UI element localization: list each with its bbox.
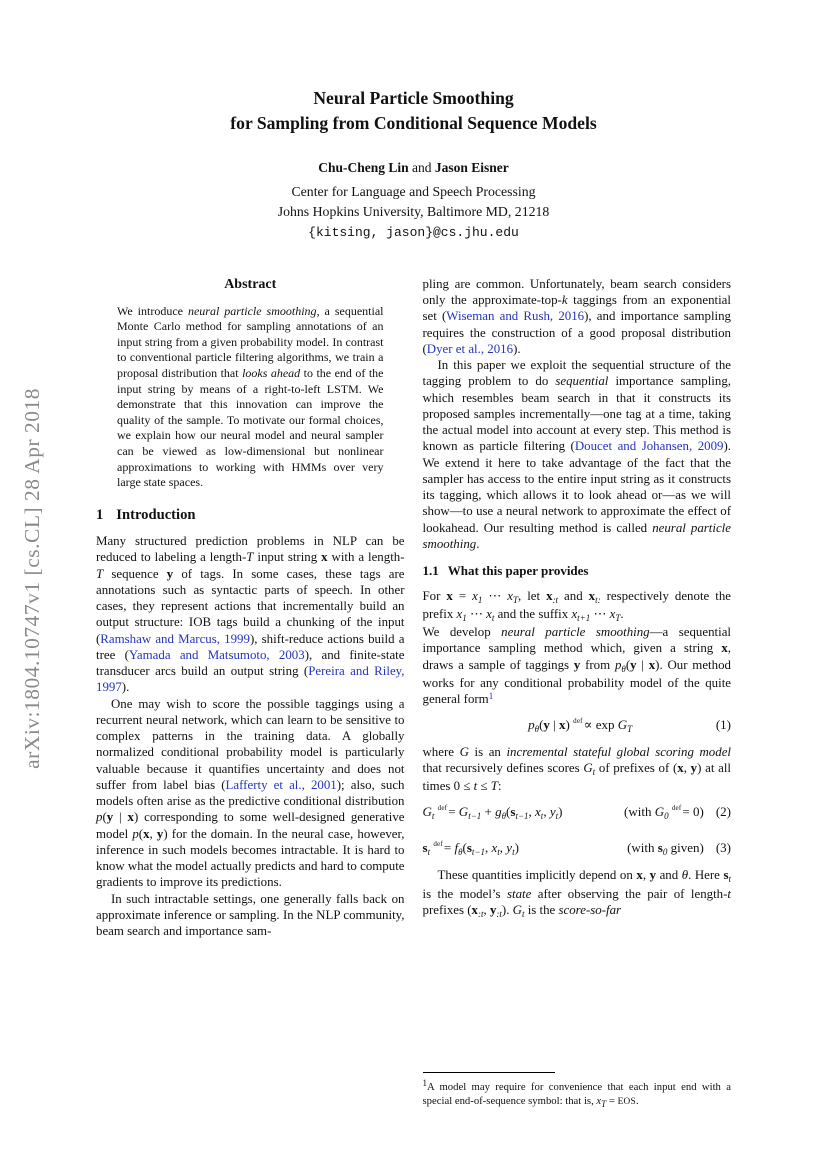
- email-line: {kitsing, jason}@cs.jhu.edu: [308, 224, 519, 240]
- right-paragraph-1: pling are common. Unfortunately, beam search considers only the approximate-top-k taggings from an exponential set (Wiseman and Rush, 2016), and importance sampling requires the construction of a good proposal distribution (Dyer et al., 2016).: [422, 276, 732, 356]
- paper-title-line2: for Sampling from Conditional Sequence Models: [230, 112, 597, 133]
- two-column-body: [96, 276, 731, 1111]
- right-paragraph-4: We develop neural particle smoothing—a sequential importance sampling method which, given a string x, draws a sample of taggings y from $p_\theta(y$ | x). Our method works for any conditional probability model of the quite general form$^1$: [422, 625, 731, 707]
- citation-link[interactable]: Dyer et al., 2016: [426, 341, 514, 356]
- arxiv-watermark: arXiv:1804.10747v1 [cs.CL] 28 Apr 2018: [20, 388, 44, 769]
- equation-2-number: (2): [715, 803, 731, 819]
- subsection-label: What this paper provides: [447, 563, 589, 579]
- equation-1: [423, 717, 732, 735]
- citation-link[interactable]: Pereira and Riley, 1997: [96, 664, 405, 695]
- citation-link[interactable]: Ramshaw and Marcus, 1999: [100, 631, 250, 646]
- affiliation-line2: Johns Hopkins University, Baltimore MD, 21218: [277, 203, 550, 219]
- section-number: 1: [96, 506, 104, 523]
- equation-3-body: $s_t$ $^{def}= f_\theta(s_{t-1}$, $x_t$, $y_t$): [422, 840, 519, 858]
- equation-3: [423, 840, 732, 858]
- abstract-heading: Abstract: [224, 276, 277, 292]
- abstract-body: We introduce neural particle smoothing, a sequential Monte Carlo method for sampling annotations of an input string from a given probability model. In contrast to conventional particle filtering algorithms, we train a proposal distribution that looks ahead to the end of the input string by means of a right-to-left LSTM. We demonstrate that this innovation can improve the quality of the sample. To motivate our formal choices, we explain how our neural model and neural sampler can be viewed as low-dimensional but nonlinear approximations to working with HMMs over very large state spaces.: [117, 303, 384, 490]
- citation-link[interactable]: Wiseman and Rush, 2016: [446, 309, 585, 324]
- equation-1-number: (1): [715, 716, 731, 732]
- equation-3-number: (3): [715, 840, 731, 856]
- intro-paragraph-2: One may wish to score the possible taggings using a recurrent neural network, which can learn to be sensitive to complex patterns in the training data. A globally normalized conditional probability model is particularly valuable because it quantifies uncertainty and does not suffer from label bias (Lafferty et al., 2001); also, such models often arise as the predictive conditional distribution p(y | x) corresponding to some well-designed generative model p(x, y) for the domain. In the neural case, however, inference in such models becomes intractable. It is hard to know what the model actually predicts and hard to compute gradients to improve its predictions.: [96, 696, 405, 890]
- intro-paragraph-3: In such intractable settings, one generally falls back on approximate inference or sampling. In the NLP community, beam search and importance sam-: [96, 891, 405, 939]
- citation-link[interactable]: Doucet and Johansen, 2009: [574, 439, 724, 454]
- equation-1-body: $p_\theta(y$ | x) $^{def}\propto \exp G_T$: [528, 716, 633, 734]
- citation-link[interactable]: Lafferty et al., 2001: [225, 777, 337, 792]
- footnote-text: $^1$A model may require for convenience that each input end with a special end-of-sequence symbol: that is, $x_T$ = EOS.: [422, 1078, 731, 1110]
- left-column: [96, 276, 405, 1111]
- title-block: [96, 86, 731, 240]
- right-paragraph-6: These quantities implicitly depend on x, y and θ. Here $s_t$ is the model’s state after observing the pair of length-t prefixes ($x_{:t}$, $y_{:t}$). $G_t$ is the score-so-far: [422, 868, 731, 919]
- footnote-block: [423, 1062, 732, 1111]
- abstract-section: [96, 276, 405, 491]
- equation-2: [423, 804, 732, 822]
- equation-2-body: $G_t$ $^{def}= G_{t-1} + g_\theta(s_{t-1}$, $x_t$, $y_t$): [422, 803, 563, 821]
- affiliation-line1: Center for Language and Speech Processing: [291, 183, 536, 199]
- paper-title-line1: Neural Particle Smoothing: [313, 88, 514, 108]
- subsection-heading-1-1: [423, 563, 732, 579]
- citation-link[interactable]: Yamada and Matsumoto, 2003: [128, 647, 305, 662]
- authors-line: Chu-Cheng Lin and Jason Eisner: [318, 159, 509, 175]
- intro-paragraph-1: Many structured prediction problems in NLP can be reduced to labeling a length-T input string x with a length-T sequence y of tags. In some cases, these tags are annotations such as syntactic parts of speech. In other cases, they represent actions that incrementally build an output structure: IOB tags build a chunking of the input (Ramshaw and Marcus, 1999), shift-reduce actions build a tree (Yamada and Matsumoto, 2003), and finite-state transducer arcs build an output string (Pereira and Riley, 1997).: [96, 534, 405, 695]
- footnote-ref-link[interactable]: 1: [488, 691, 494, 702]
- right-paragraph-3: For $x = x_1$ ⋯ $x_T$, let $x_{:t}$ and $x_{t:}$ respectively denote the prefix $x_1$ ⋯ $x_t$ and the suffix $x_{t+1}$ ⋯ $x_T$.: [422, 588, 731, 623]
- right-column: [423, 276, 732, 1111]
- paper-title: [96, 86, 731, 136]
- footnote-rule: [423, 1072, 555, 1073]
- subsection-number: 1.1: [422, 563, 439, 579]
- equation-2-condition: (with $G_0$ $^{def}$= 0): [624, 803, 704, 821]
- section-label: Introduction: [116, 506, 196, 523]
- equation-3-condition: (with $s_0$ given): [627, 840, 704, 858]
- right-paragraph-5: where G is an incremental stateful global scoring model that recursively defines scores $G_t$ of prefixes of (x, y) at all times 0 ≤ t ≤ T:: [422, 744, 731, 794]
- right-paragraph-2: In this paper we exploit the sequential structure of the tagging problem to do sequential importance sampling, which resembles beam search in that it constructs its proposed samples incrementally—one tag at a time, taking the actual model into account at every step. This method is known as particle filtering (Doucet and Johansen, 2009). We extend it here to take advantage of the fact that the sampler has access to the entire input string as it constructs its tagging, which allows it to look ahead or—as we will show—to use a neural network to approximate the effect of lookahead. Our resulting method is called neural particle smoothing.: [422, 358, 731, 551]
- section-heading-introduction: [96, 506, 405, 524]
